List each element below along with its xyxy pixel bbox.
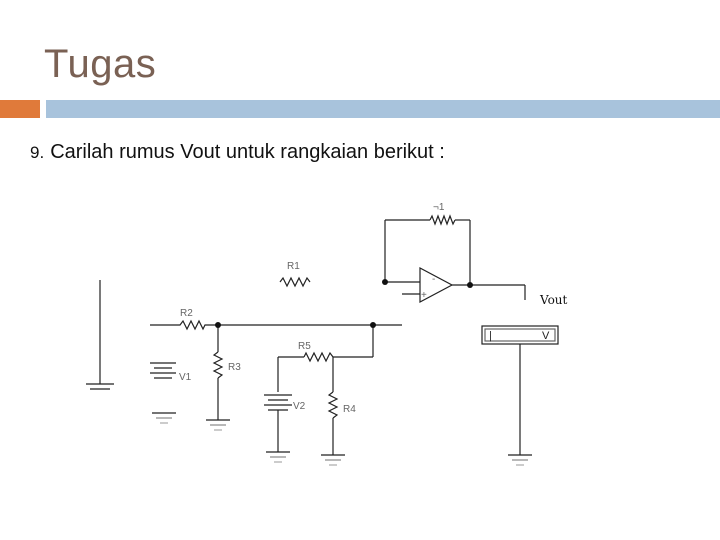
label-v2: V2 bbox=[293, 401, 306, 412]
question-number: 9. bbox=[30, 143, 45, 162]
label-r2: R2 bbox=[180, 308, 193, 319]
label-r5: R5 bbox=[298, 341, 311, 352]
battery-v1 bbox=[150, 363, 176, 423]
label-vout: Vout bbox=[540, 293, 568, 307]
resistor-r5 bbox=[278, 325, 373, 361]
resistor-r1 bbox=[280, 278, 310, 286]
junction-dot bbox=[215, 322, 221, 328]
op-amp bbox=[385, 268, 525, 302]
left-ground-rail bbox=[86, 280, 114, 389]
junction-dot bbox=[382, 279, 388, 285]
meter-unit: V bbox=[542, 330, 550, 342]
label-r3: R3 bbox=[228, 362, 241, 373]
battery-v2 bbox=[264, 357, 292, 462]
junction-dots bbox=[215, 279, 473, 328]
opamp-plus-sign: + bbox=[421, 290, 427, 301]
slide-title: Tugas bbox=[44, 42, 157, 86]
junction-dot bbox=[467, 282, 473, 288]
voltmeter bbox=[482, 326, 558, 465]
label-r1: R1 bbox=[287, 261, 300, 272]
label-r4: R4 bbox=[343, 404, 356, 415]
meter-readout: | bbox=[489, 330, 492, 342]
resistor-r4 bbox=[321, 357, 345, 465]
junction-dot bbox=[370, 322, 376, 328]
label-v1: V1 bbox=[179, 372, 192, 383]
label-rf: ¬1 bbox=[433, 202, 445, 213]
resistor-r3 bbox=[206, 325, 230, 430]
question-text: Carilah rumus Vout untuk rangkaian berikut : bbox=[50, 141, 445, 163]
opamp-minus-sign: - bbox=[432, 274, 436, 285]
feedback-resistor-rf bbox=[385, 216, 470, 285]
resistor-r2 bbox=[150, 321, 218, 329]
